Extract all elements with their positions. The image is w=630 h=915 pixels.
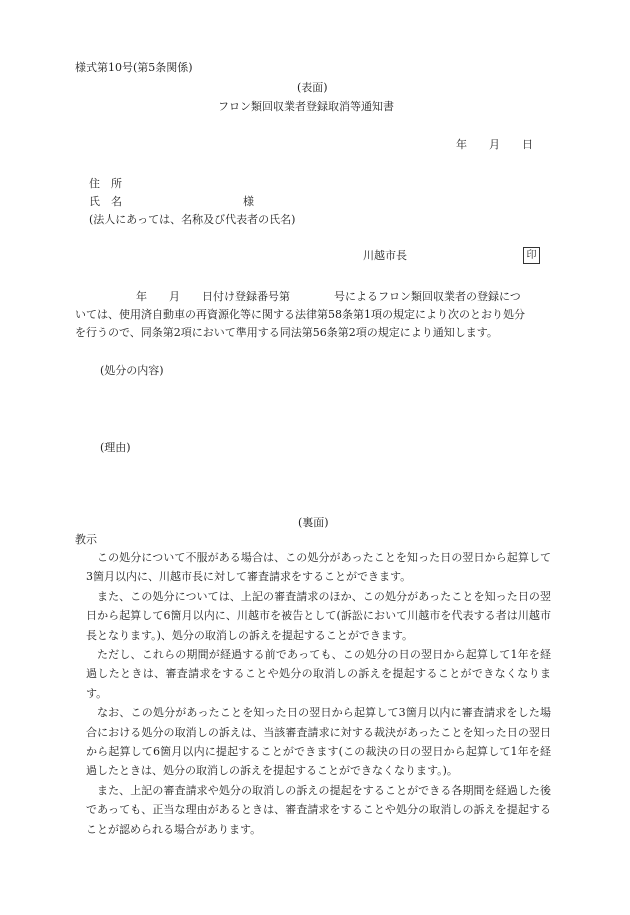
body-line-1: 年 月 日付け登録番号第 号によるフロン類回収業者の登録につ — [136, 290, 521, 303]
document-title: フロン類回収業者登録取消等通知書 — [218, 100, 394, 113]
instruction-paragraph-4: なお、この処分があったことを知った日の翌日から起算して3箇月以内に審査請求をした場合における処分の取消しの訴えは、当該審査請求に対する裁決があったことを知った日の翌日から起算して6箇月以内に提起することができます(この裁決の日の翌日から起算して1年を経過したときは、処分の取消しの訴えを提起することができなくなります。)。 — [86, 706, 551, 778]
instruction-body — [86, 548, 551, 839]
back-side-label: (裏面) — [298, 516, 329, 529]
instruction-paragraph-5: また、上記の審査請求や処分の取消しの訴えの提起をすることができる各期間を経過した後であっても、正当な理由があるときは、審査請求をすることや処分の取消しの訴えを提起することが認められる場合があります。 — [86, 783, 551, 836]
issuer-name: 川越市長 — [363, 249, 407, 262]
body-line-2: いては、使用済自動車の再資源化等に関する法律第58条第1項の規定により次のとおり処分 — [75, 308, 525, 321]
front-side-label: (表面) — [297, 81, 328, 94]
body-line-3: を行うので、同条第2項において準用する同法第56条第2項の規定により通知します。 — [75, 326, 498, 339]
corporate-note: (法人にあっては、名称及び代表者の氏名) — [89, 213, 296, 226]
reason-heading: (理由) — [100, 441, 131, 454]
instruction-paragraph-1: この処分について不服がある場合は、この処分があったことを知った日の翌日から起算して3箇月以内に、川越市長に対して審査請求をすることができます。 — [86, 551, 551, 584]
disposition-heading: (処分の内容) — [100, 364, 164, 377]
seal-mark: 印 — [523, 247, 540, 264]
form-number: 様式第10号(第5条関係) — [75, 61, 193, 74]
date-line: 年 月 日 — [456, 138, 533, 151]
instruction-paragraph-3: ただし、これらの期間が経過する前であっても、この処分の日の翌日から起算して1年を経過したときは、審査請求をすることや処分の取消しの訴えを提起することができなくなります。 — [86, 648, 551, 700]
address-label: 住 所 — [89, 177, 122, 190]
instruction-paragraph-2: また、この処分については、上記の審査請求のほか、この処分があったことを知った日の翌日から起算して6箇月以内に、川越市を被告として(訴訟において川越市を代表する者は川越市長となります。)、処分の取消しの訴えを提起することができます。 — [86, 589, 551, 642]
honorific: 様 — [243, 195, 254, 208]
instruction-heading: 教示 — [75, 533, 97, 546]
name-label: 氏 名 — [89, 195, 122, 208]
